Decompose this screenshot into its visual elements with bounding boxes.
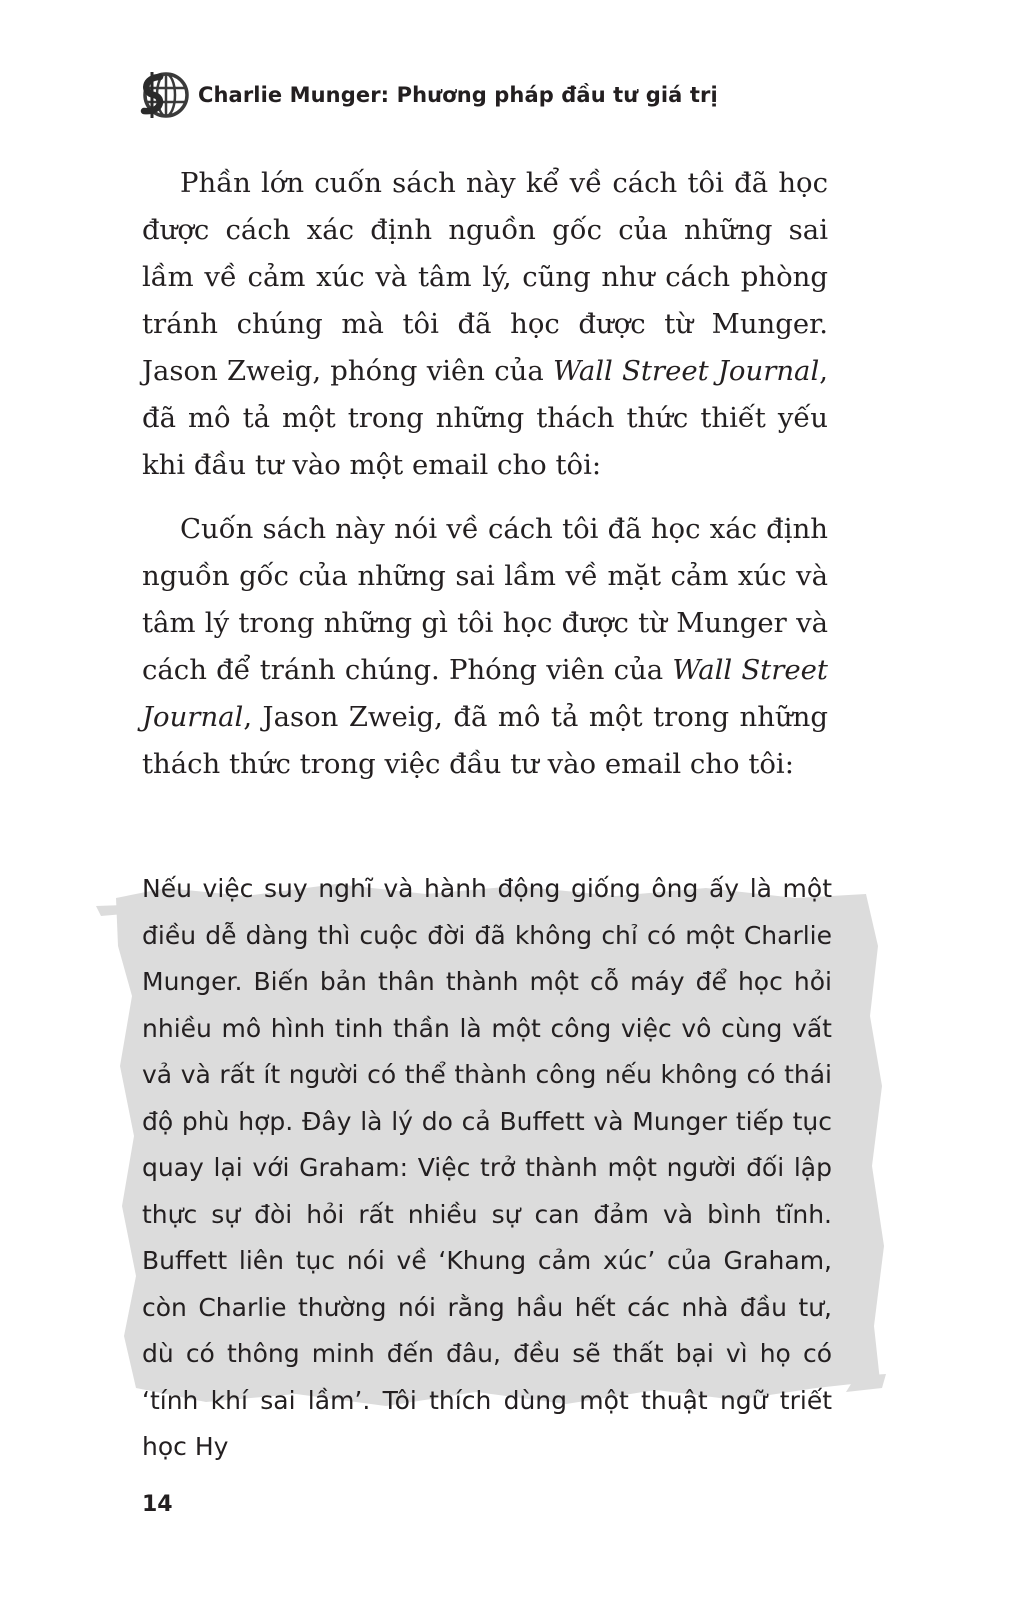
running-header-title: Charlie Munger: Phương pháp đầu tư giá trị [198,83,718,107]
paragraph-text: , đã mô tả một trong những thách thức thiết yếu khi đầu tư vào một email cho tôi: [142,355,828,481]
paragraph-text: Cuốn sách này nói về cách tôi đã học xác định nguồn gốc của những sai lầm về mặt cảm xúc và tâm lý trong những gì tôi học được từ Munger và cách để tránh chúng. Phóng viên của [142,513,828,686]
block-quote: Nếu việc suy nghĩ và hành động giống ông ấy là một điều dễ dàng thì cuộc đời đã không chỉ có một Charlie Munger. Biến bản thân thành một cỗ máy để học hỏi nhiều mô hình tinh thần là một công việc vô cùng vất vả và rất ít người có thể thành công nếu không có thái độ phù hợp. Đây là lý do cả Buffett và Munger tiếp tục quay lại với Graham: Việc trở thành một người đối lập thực sự đòi hỏi rất nhiều sự can đảm và bình tĩnh. Buffett liên tục nói về ‘Khung cảm xúc’ của Graham, còn Charlie thường nói rằng hầu hết các nhà đầu tư, dù có thông minh đến đâu, đều sẽ thất bại vì họ có ‘tính khí sai lầm’. Tôi thích dùng một thuật ngữ triết học Hy [142,874,832,1461]
publication-name: Wall Street Journal [552,355,820,387]
globe-dollar-icon [138,69,190,121]
paragraph-text: , Jason Zweig, đã mô tả một trong những thách thức trong việc đầu tư vào email cho tôi: [142,701,828,780]
body-paragraph-2 [142,506,828,788]
body-paragraph-1 [142,160,828,489]
running-header [138,68,718,122]
publication-name: Wall Street Journal [142,654,828,733]
paragraph-text: Phần lớn cuốn sách này kể về cách tôi đã học được cách xác định nguồn gốc của những sai lầm về cảm xúc và tâm lý, cũng như cách phòng tránh chúng mà tôi đã học được từ Munger. Jason Zweig, phóng viên của [142,167,828,387]
page-number: 14 [142,1492,173,1517]
